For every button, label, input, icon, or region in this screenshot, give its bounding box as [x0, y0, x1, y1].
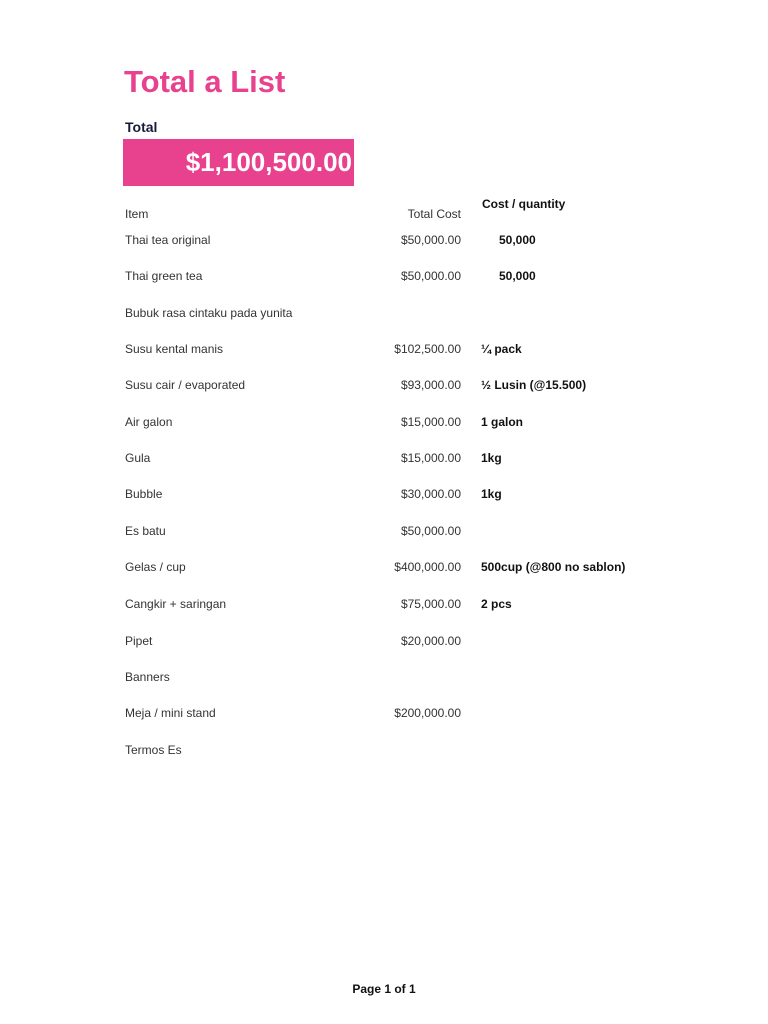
row-item: Bubble — [125, 487, 163, 501]
row-cost: $30,000.00 — [400, 487, 461, 501]
table-row — [0, 560, 768, 580]
row-qty: 50,000 — [499, 269, 536, 283]
row-cost: $15,000.00 — [400, 415, 461, 429]
table-row — [0, 706, 768, 726]
table-row — [0, 233, 768, 253]
row-qty: 1 galon — [481, 415, 524, 429]
row-item: Thai green tea — [125, 269, 203, 283]
table-row — [0, 743, 768, 763]
page-title: Total a List — [124, 64, 286, 99]
table-row — [0, 378, 768, 398]
row-item: Cangkir + saringan — [125, 597, 227, 611]
row-qty: 1kg — [481, 487, 502, 501]
row-item: Es batu — [125, 524, 166, 538]
row-qty: 50,000 — [499, 233, 536, 247]
row-item: Termos Es — [125, 743, 182, 757]
row-item: Meja / mini stand — [125, 706, 216, 720]
row-item: Gelas / cup — [125, 560, 186, 574]
row-item: Susu kental manis — [125, 342, 224, 356]
total-amount — [123, 139, 354, 186]
table-row — [0, 451, 768, 471]
table-row — [0, 487, 768, 507]
header-total-cost: Total Cost — [407, 207, 461, 221]
table-row — [0, 597, 768, 617]
row-cost: $75,000.00 — [400, 597, 461, 611]
table-row — [0, 524, 768, 544]
row-item: Banners — [125, 670, 170, 684]
row-cost: $15,000.00 — [400, 451, 461, 465]
row-qty: 2 pcs — [481, 597, 512, 611]
row-cost: $102,500.00 — [394, 342, 461, 356]
row-cost: $93,000.00 — [400, 378, 461, 392]
table-row — [0, 306, 768, 326]
total-label: Total — [125, 119, 158, 135]
row-item: Pipet — [125, 634, 153, 648]
row-item: Susu cair / evaporated — [125, 378, 246, 392]
header-cost-quantity: Cost / quantity — [482, 197, 566, 211]
row-qty: ½ Lusin (@15.500) — [481, 378, 587, 392]
row-cost: $400,000.00 — [394, 560, 461, 574]
page-footer: Page 1 of 1 — [352, 982, 416, 996]
row-item: Gula — [125, 451, 151, 465]
header-item: Item — [125, 207, 149, 221]
row-cost: $50,000.00 — [400, 233, 461, 247]
row-item: Bubuk rasa cintaku pada yunita — [125, 306, 293, 320]
row-qty: 1kg — [481, 451, 502, 465]
row-item: Air galon — [125, 415, 173, 429]
row-item: Thai tea original — [125, 233, 211, 247]
row-qty: ¼ pack — [481, 342, 522, 356]
table-row — [0, 269, 768, 289]
row-cost: $200,000.00 — [394, 706, 461, 720]
table-row — [0, 634, 768, 654]
table-row — [0, 415, 768, 435]
total-amount-value: $1,100,500.00 — [185, 147, 352, 177]
row-cost: $20,000.00 — [400, 634, 461, 648]
row-cost: $50,000.00 — [400, 524, 461, 538]
row-qty: 500cup (@800 no sablon) — [481, 560, 626, 574]
table-row — [0, 670, 768, 690]
table-row — [0, 342, 768, 362]
row-cost: $50,000.00 — [400, 269, 461, 283]
